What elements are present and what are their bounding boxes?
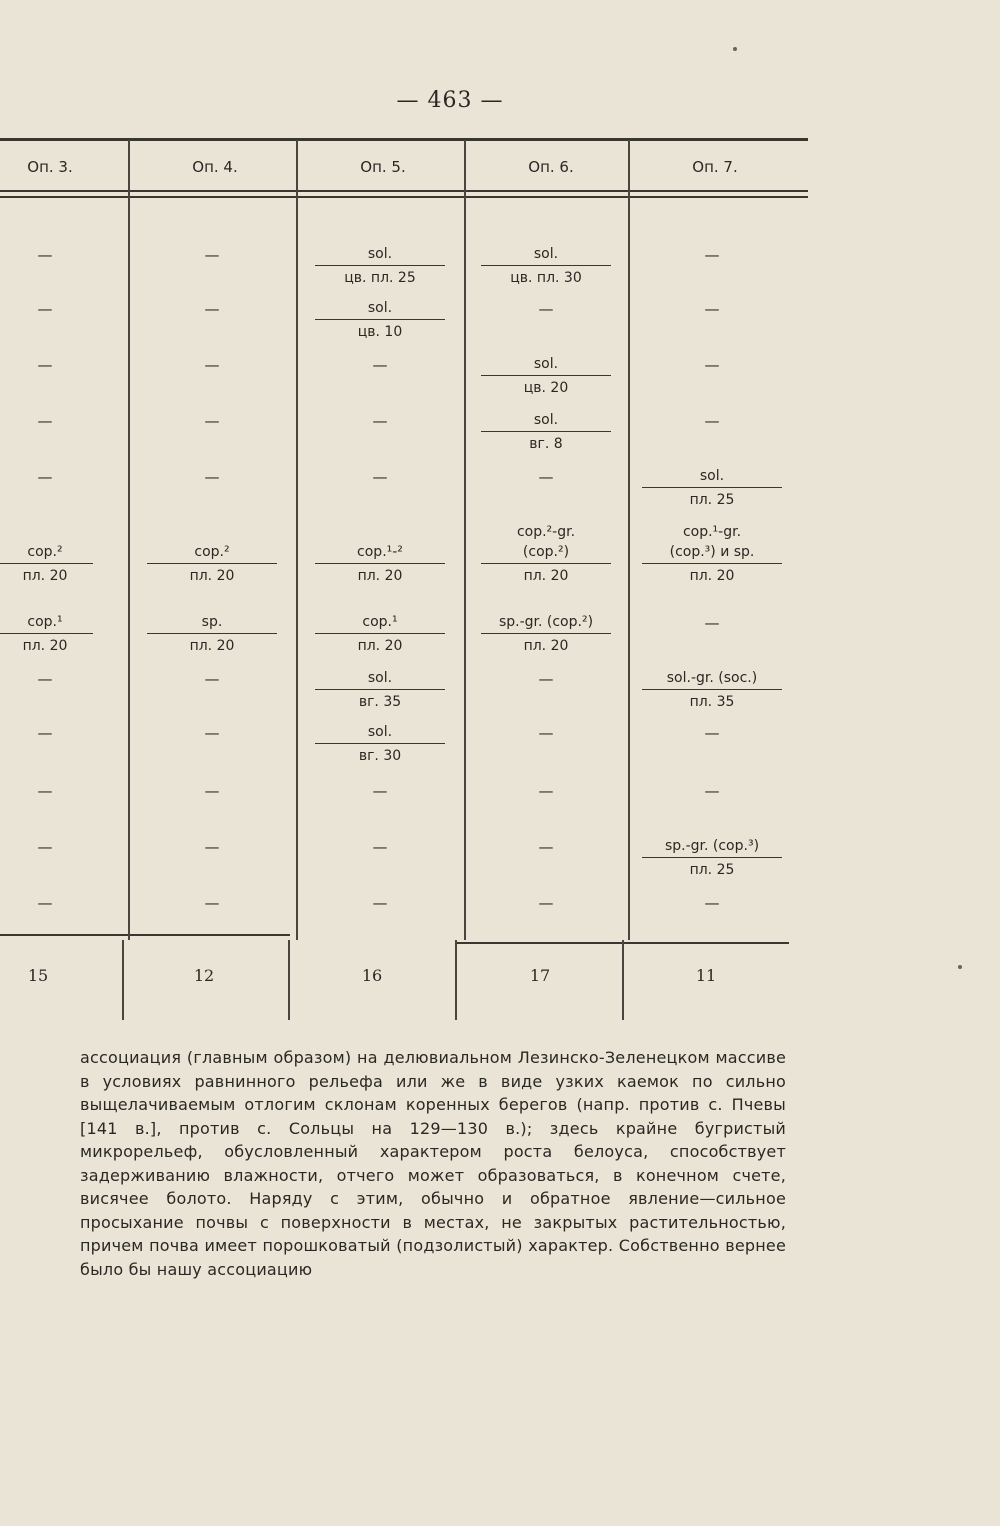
fraction-denominator: пл. 20 xyxy=(689,568,735,584)
fraction-cell xyxy=(481,354,611,398)
column-divider xyxy=(296,140,298,940)
fraction-cell xyxy=(481,244,611,288)
dash-cell: — xyxy=(204,468,220,486)
fraction-denominator: пл. 20 xyxy=(22,568,68,584)
fraction-cell xyxy=(481,410,611,454)
dash-cell: — xyxy=(372,412,388,430)
fraction-denominator: пл. 35 xyxy=(689,694,735,710)
fraction-cell xyxy=(147,612,277,656)
dash-cell: — xyxy=(204,724,220,742)
fraction-bar xyxy=(147,633,277,634)
fraction-denominator: пл. 20 xyxy=(189,568,235,584)
column-divider xyxy=(122,940,124,1020)
body-paragraph xyxy=(80,1046,786,1281)
dash-cell: — xyxy=(204,782,220,800)
fraction-denominator: цв. 20 xyxy=(523,380,569,396)
column-divider xyxy=(128,140,130,940)
fraction-bar xyxy=(481,563,611,564)
fraction-denominator: пл. 25 xyxy=(689,862,735,878)
fraction-cell xyxy=(315,542,445,586)
fraction-bar xyxy=(315,689,445,690)
fraction-cell xyxy=(315,298,445,342)
fraction-bar xyxy=(147,563,277,564)
column-total: 12 xyxy=(193,966,215,985)
fraction-numerator: cop.² xyxy=(27,544,63,560)
column-total: 17 xyxy=(529,966,551,985)
dash-cell: — xyxy=(538,894,554,912)
fraction-numerator: cop.¹-gr. xyxy=(682,524,742,540)
dash-cell: — xyxy=(204,838,220,856)
fraction-denominator: вг. 35 xyxy=(358,694,402,710)
dash-cell: — xyxy=(538,468,554,486)
page-number: — 463 — xyxy=(396,88,504,113)
fraction-numerator: sol. xyxy=(699,468,725,484)
dash-cell: — xyxy=(704,356,720,374)
fraction-denominator: пл. 20 xyxy=(357,638,403,654)
fraction-denominator: цв. 10 xyxy=(357,324,403,340)
paragraph-text: ассоциация (главным образом) на делювиальном Лезинско-Зеленецком массиве в условиях равнинного рельефа или же в виде узких каемок по сильно выщелачиваемым отлогим склонам коренных берегов (напр. против с. Пчевы [141 в.], против с. Сольцы на 129—130 в.); здесь крайне бугристый микрорельеф, обусловленный характером роста белоуса, способствует задерживанию влажности, отчего может образоваться, в конечном счете, висячее болото. Наряду с этим, обычно и обратное явление—сильное просыхание почвы с поверхности в местах, не закрытых растительностью, причем почва имеет порошковатый (подзолистый) характер. Собственно вернее было бы нашу ассоциацию xyxy=(80,1048,786,1279)
fraction-bar xyxy=(315,319,445,320)
dash-cell: — xyxy=(538,782,554,800)
header-rule xyxy=(0,190,808,192)
dash-cell: — xyxy=(37,300,53,318)
fraction-numerator: (cop.²) xyxy=(522,544,570,560)
fraction-cell xyxy=(642,836,782,880)
dash-cell: — xyxy=(37,894,53,912)
fraction-bar xyxy=(315,265,445,266)
dash-cell: — xyxy=(37,670,53,688)
fraction-numerator: sp.-gr. (cop.³) xyxy=(664,838,760,854)
table-bottom-rule xyxy=(0,934,290,936)
fraction-numerator: cop.²-gr. xyxy=(516,524,576,540)
print-speck xyxy=(733,47,737,51)
column-divider xyxy=(288,940,290,1020)
dash-cell: — xyxy=(37,412,53,430)
fraction-cell xyxy=(642,466,782,510)
fraction-cell xyxy=(642,668,782,712)
fraction-numerator: sol. xyxy=(367,246,393,262)
dash-cell: — xyxy=(37,782,53,800)
dash-cell: — xyxy=(704,614,720,632)
dash-cell: — xyxy=(37,356,53,374)
fraction-bar xyxy=(642,689,782,690)
fraction-denominator: вг. 8 xyxy=(529,436,563,452)
fraction-cell xyxy=(315,244,445,288)
dash-cell: — xyxy=(37,838,53,856)
dash-cell: — xyxy=(37,468,53,486)
dash-cell: — xyxy=(704,412,720,430)
column-divider xyxy=(455,940,457,1020)
dash-cell: — xyxy=(204,356,220,374)
dash-cell: — xyxy=(704,300,720,318)
dash-cell: — xyxy=(538,724,554,742)
fraction-bar xyxy=(642,487,782,488)
fraction-denominator: пл. 20 xyxy=(357,568,403,584)
fraction-numerator: cop.¹ xyxy=(27,614,63,630)
fraction-denominator: пл. 20 xyxy=(523,638,569,654)
fraction-numerator: sol. xyxy=(367,670,393,686)
column-total: 15 xyxy=(27,966,49,985)
column-total: 11 xyxy=(695,966,717,985)
fraction-numerator: cop.¹ xyxy=(362,614,398,630)
fraction-bar xyxy=(642,563,782,564)
fraction-numerator: sol. xyxy=(367,724,393,740)
column-header: Оп. 6. xyxy=(528,158,574,176)
fraction-bar xyxy=(315,743,445,744)
dash-cell: — xyxy=(704,724,720,742)
fraction-numerator: sp.-gr. (cop.²) xyxy=(498,614,594,630)
dash-cell: — xyxy=(204,670,220,688)
dash-cell: — xyxy=(704,246,720,264)
dash-cell: — xyxy=(204,246,220,264)
column-divider xyxy=(628,140,630,940)
table-top-rule xyxy=(0,138,808,141)
fraction-bar xyxy=(642,857,782,858)
column-header: Оп. 3. xyxy=(27,158,73,176)
fraction-bar xyxy=(0,563,93,564)
fraction-bar xyxy=(0,633,93,634)
dash-cell: — xyxy=(538,670,554,688)
fraction-numerator: sol. xyxy=(367,300,393,316)
fraction-denominator: цв. пл. 30 xyxy=(510,270,582,286)
column-header: Оп. 7. xyxy=(692,158,738,176)
dash-cell: — xyxy=(372,894,388,912)
fraction-numerator: cop.¹-² xyxy=(357,544,403,560)
dash-cell: — xyxy=(704,894,720,912)
fraction-denominator: пл. 20 xyxy=(22,638,68,654)
dash-cell: — xyxy=(204,300,220,318)
fraction-numerator: sp. xyxy=(201,614,223,630)
fraction-numerator: sol. xyxy=(533,356,559,372)
fraction-cell xyxy=(315,612,445,656)
dash-cell: — xyxy=(538,300,554,318)
column-total: 16 xyxy=(361,966,383,985)
fraction-cell xyxy=(642,522,782,586)
fraction-denominator: пл. 20 xyxy=(189,638,235,654)
fraction-cell xyxy=(0,542,93,586)
fraction-numerator: sol.-gr. (soc.) xyxy=(666,670,758,686)
column-header: Оп. 5. xyxy=(360,158,406,176)
fraction-cell xyxy=(481,522,611,586)
fraction-denominator: пл. 20 xyxy=(523,568,569,584)
fraction-bar xyxy=(315,563,445,564)
fraction-bar xyxy=(315,633,445,634)
fraction-cell xyxy=(315,722,445,766)
fraction-cell xyxy=(315,668,445,712)
dash-cell: — xyxy=(372,782,388,800)
print-speck xyxy=(958,965,962,969)
fraction-numerator: (cop.³) и sp. xyxy=(669,544,755,560)
fraction-numerator: sol. xyxy=(533,246,559,262)
dash-cell: — xyxy=(372,356,388,374)
fraction-bar xyxy=(481,633,611,634)
fraction-bar xyxy=(481,265,611,266)
dash-cell: — xyxy=(704,782,720,800)
column-divider xyxy=(464,140,466,940)
fraction-numerator: cop.² xyxy=(194,544,230,560)
dash-cell: — xyxy=(538,838,554,856)
fraction-bar xyxy=(481,375,611,376)
fraction-bar xyxy=(481,431,611,432)
dash-cell: — xyxy=(37,246,53,264)
header-rule-2 xyxy=(0,196,808,198)
fraction-cell xyxy=(0,612,93,656)
fraction-cell xyxy=(147,542,277,586)
fraction-denominator: пл. 25 xyxy=(689,492,735,508)
fraction-denominator: вг. 30 xyxy=(358,748,402,764)
column-header: Оп. 4. xyxy=(192,158,238,176)
column-divider xyxy=(622,940,624,1020)
fraction-numerator: sol. xyxy=(533,412,559,428)
dash-cell: — xyxy=(372,838,388,856)
dash-cell: — xyxy=(204,894,220,912)
fraction-denominator: цв. пл. 25 xyxy=(344,270,416,286)
dash-cell: — xyxy=(37,724,53,742)
dash-cell: — xyxy=(372,468,388,486)
fraction-cell xyxy=(481,612,611,656)
dash-cell: — xyxy=(204,412,220,430)
